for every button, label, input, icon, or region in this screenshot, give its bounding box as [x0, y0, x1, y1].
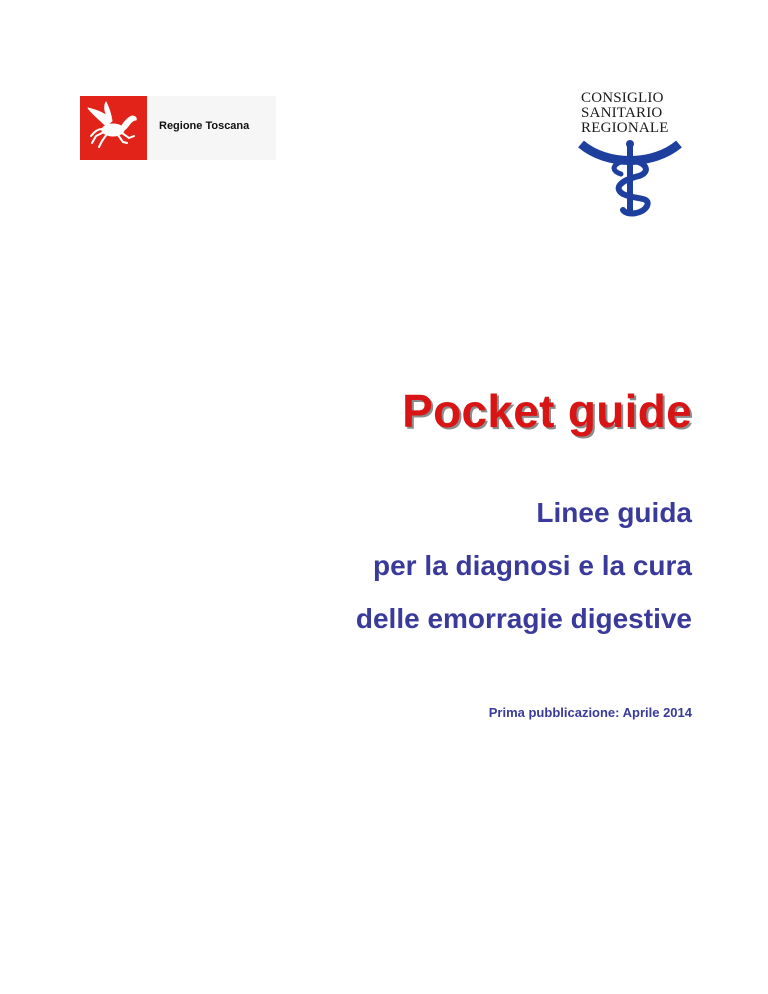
consiglio-sanitario-regionale-logo [577, 88, 683, 218]
subtitle-line-2: per la diagnosi e la cura [372, 550, 692, 581]
csr-logo-line-1: CONSIGLIO [581, 90, 664, 106]
pegasus-icon [80, 96, 147, 160]
regione-toscana-logo [80, 96, 276, 160]
regione-toscana-label: Regione Toscana [159, 120, 250, 132]
cover-title: Pocket guide [402, 385, 692, 437]
subtitle-line-3: delle emorragie digestive [355, 603, 692, 634]
subtitle-line-1: Linee guida [536, 497, 692, 528]
caduceus-icon [577, 138, 683, 223]
publication-date: Prima pubblicazione: Aprile 2014 [488, 705, 692, 720]
csr-logo-line-2: SANITARIO [581, 105, 663, 121]
csr-logo-line-3: REGIONALE [581, 120, 669, 136]
